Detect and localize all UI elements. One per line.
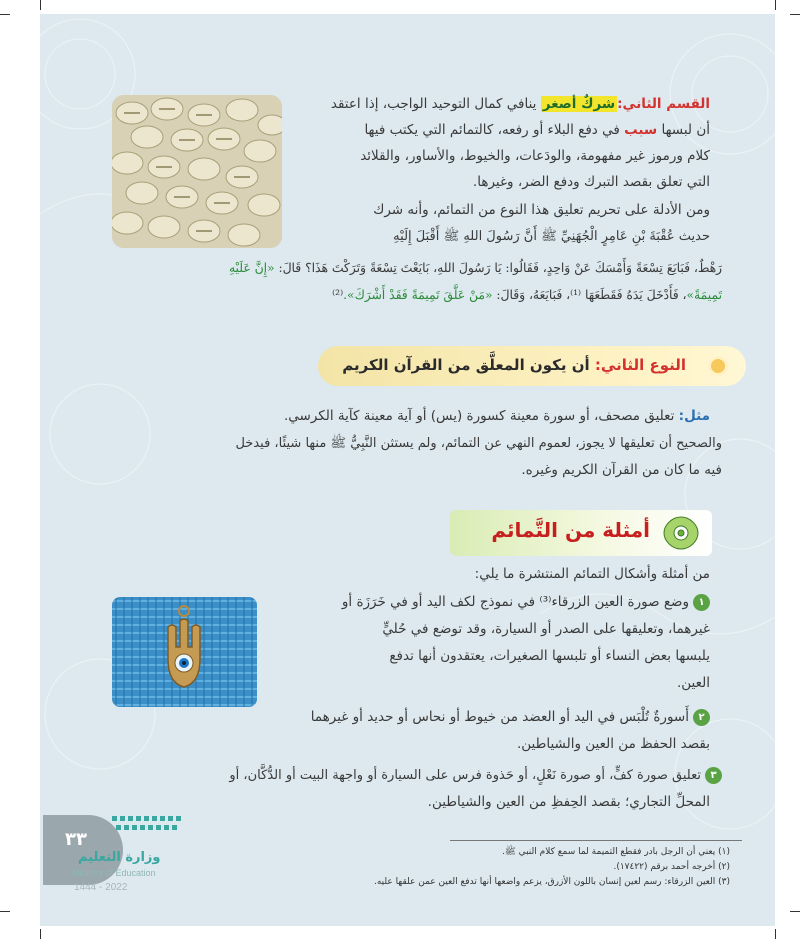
list-item [72, 763, 722, 788]
section-label: القسم الثاني: [617, 96, 710, 112]
example-line [90, 404, 710, 429]
text-run: أَسورةٌ تُلْبَس في اليد أو العضد من خيوط أو نحاس أو حديد أو غيرهما [310, 709, 689, 725]
hamsa-pendant-art [112, 597, 257, 707]
paragraph-line: والصحيح أن تعليقها لا يجوز، لعموم النهي عن التمائم، ولم يستثن النَّبِيُّ ﷺ منها شيئًا، فيدخل [235, 436, 722, 451]
ministry-name-en: Ministry of Education [72, 868, 156, 878]
paragraph-line [300, 224, 710, 249]
prophet-quote: تَمِيمَةً» [686, 288, 722, 302]
crop-mark [0, 911, 10, 912]
type-two-banner [318, 346, 746, 386]
bullet-ring-icon [708, 356, 728, 376]
list-item-line: غيرهما، وتعليقها على الصدر أو السيارة، وقد توضع في حُليٍّ [382, 621, 710, 637]
section-title: أمثلة من التَّمائم [491, 518, 650, 542]
text-run: أن لبسها [657, 122, 710, 138]
text-run: وضع صورة العين الزرقاء⁽³⁾ في نموذج لكف اليد أو في خَرَزَة أو [341, 594, 689, 610]
list-item [270, 590, 710, 615]
ministry-name-ar: وزارة التعليم [78, 850, 161, 865]
edition-year: 2022 - 1444 [74, 882, 128, 893]
crop-mark [775, 929, 776, 939]
crop-mark [775, 0, 776, 10]
footnote: (٢) أخرجه أحمد برقم (١٧٤٢٢). [613, 862, 730, 872]
paragraph-line [300, 92, 710, 117]
red-word: سبب [624, 122, 658, 138]
text-run: حديث [674, 229, 710, 244]
crop-mark [0, 14, 10, 15]
prophet-quote: «مَنْ عَلَّقَ تَمِيمَةً فَقَدْ أَشْرَكَ». [343, 288, 493, 302]
shells-photo-art [112, 95, 282, 248]
shells-photo [112, 95, 282, 248]
list-number: ١ [693, 594, 710, 611]
crop-mark [40, 0, 41, 10]
list-item-line: المحلِّ التجاري؛ بقصد الحِفظِ من العين والشياطين. [427, 794, 710, 810]
footnote-ref: ⁽²⁾ [332, 288, 344, 302]
paragraph-line: ومن الأدلة على تحريم تعليق هذا النوع من التمائم، وأنه شرك [373, 202, 710, 218]
list-number: ٢ [693, 709, 710, 726]
crop-mark [790, 911, 800, 912]
example-label: مثل: [678, 408, 710, 424]
footnote: (١) يعني أن الرجل بادر فقطع التميمة لما سمع كلام النبي ﷺ. [502, 847, 730, 857]
footnote: (٣) العين الزرقاء: رسم لعين إنسان باللون الأزرق، يزعم واضعها أنها تدفع العين عمن علقها عليه. [373, 877, 730, 887]
paragraph-line [82, 256, 722, 281]
banner-title [342, 356, 686, 374]
hamsa-pendant-photo [112, 597, 257, 707]
list-item-line: العين. [676, 675, 710, 691]
paragraph-line: كلام ورموز غير مفهومة، والودَعات، والخيوط، والأساور، والقلائد [360, 148, 710, 164]
list-item-line: بقصد الحفظ من العين والشياطين. [516, 736, 710, 752]
hadith-text: ، فَأَدْخَلَ يَدَهُ فَقَطَعَهَا ⁽¹⁾، فَبَايَعَهُ، وَقَالَ: [492, 288, 687, 302]
text-run: في دفع البلاء أو رفعه، كالتمائم التي يكتب فيها [364, 122, 625, 138]
page-number: ٣٣ [65, 829, 87, 850]
list-item [90, 705, 710, 730]
banner-label: النوع الثاني: [594, 356, 686, 374]
examples-heading [450, 510, 712, 556]
prophet-quote: «إِنَّ عَلَيْهِ [228, 261, 275, 275]
intro-line: من أمثلة وأشكال التمائم المنتشرة ما يلي: [474, 566, 710, 582]
banner-text: أن يكون المعلَّق من القرآن الكريم [342, 356, 595, 374]
paragraph-line [82, 283, 722, 308]
hadith-text: رَهْطٌ، فَبَايَعَ تِسْعَةً وَأَمْسَكَ عَنْ وَاحِدٍ، فَقَالُوا: يَا رَسُولَ اللهِ، بَايَعْتَ تِسْعَةً وَتَرَكْتَ هَذَا؟ قَالَ: [274, 261, 722, 275]
crop-mark [790, 14, 800, 15]
highlight-term: شركٌ أصغر [542, 96, 616, 112]
ornament-icon [658, 513, 704, 553]
footnote-divider [450, 840, 742, 841]
list-number: ٣ [705, 767, 722, 784]
paragraph-line: التي تعلق بقصد التبرك ودفع الضر، وغيرها. [472, 174, 710, 190]
crop-mark [40, 929, 41, 939]
paragraph-line: فيه ما كان من القرآن الكريم وغيره. [521, 462, 722, 478]
ministry-logo-icon [110, 812, 190, 838]
text-run: ينافي كمال التوحيد الواجب، إذا اعتقد [330, 96, 541, 112]
list-item-line: يلبسها بعض النساء أو تلبسها الصغيرات، يعتقدون أنها تدفع [389, 648, 710, 664]
hadith-text: عُقْبَةَ بْنِ عَامِرٍ الْجُهَنِيِّ ﷺ أَنَّ رَسُولَ اللهِ ﷺ أَقْبَلَ إِلَيْهِ [393, 229, 675, 244]
paragraph-line [300, 118, 710, 143]
text-run: تعليق صورة كفٍّ، أو صورة نَعْلٍ، أو حَذوة فرس على السيارة أو واجهة البيت أو الدُّكَّان، أو [229, 768, 701, 783]
text-run: تعليق مصحف، أو سورة معينة كسورة (يس) أو آية معينة كآية الكرسي. [284, 408, 679, 424]
